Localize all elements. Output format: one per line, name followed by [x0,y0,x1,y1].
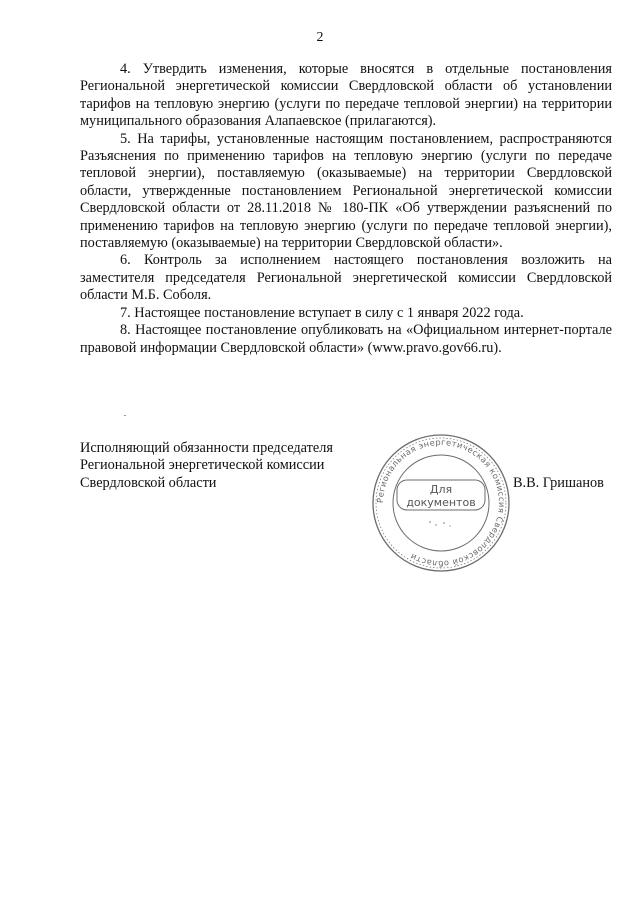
resolution-body [80,61,612,357]
signatory-position-line: Региональной энергетической комиссии [80,457,325,474]
paragraph-5: 5. На тарифы, установленные настоящим постановлением, распространяются Разъяснения по применению тарифов на тепловую энергию (услуги по передаче тепловой энергии), поставляемую (оказываемые) на территории Свердловской области, утвержденные постановлением Региональной энергетической комиссии Свердловской области от 28.11.2018 № 180-ПК «Об утверждении разъяснений по применению тарифов на тепловую энергию (услуги по передаче тепловой энергии), поставляемую (оказываемые) на территории Свердловской области». [80,130,612,252]
stamp-emblem-dots [429,521,450,526]
paragraph-8: 8. Настоящее постановление опубликовать на «Официальном интернет-портале правовой информации Свердловской области» (www.pravo.gov66.ru). [80,322,612,356]
paragraph-7: 7. Настоящее постановление вступает в силу с 1 января 2022 года. [120,304,524,321]
stamp-center-line-1: Для [429,483,453,496]
signatory-name: В.В. Гришанов [513,475,604,491]
paragraph-6: 6. Контроль за исполнением настоящего постановления возложить на заместителя председателя Региональной энергетической комиссии Свердловской области М.Б. Соболя. [80,252,612,304]
signatory-position-line: Исполняющий обязанности председателя [80,440,333,456]
page-number: 2 [316,30,324,45]
stamp-ring-textpath: Региональная энергетическая комиссия Свердловской области [374,436,508,570]
stamp-center-line-2: документов [406,496,476,509]
paragraph-4: 4. Утвердить изменения, которые вносятся в отдельные постановления Региональной энергетической комиссии Свердловской области об установлении тарифов на тепловую энергию (услуги по передаче тепловой энергии) на территории муниципального образования Алапаевское (прилагаются). [80,61,612,130]
official-stamp [370,432,512,574]
signatory-position-line: Свердловской области [80,474,217,491]
scan-speck [124,415,126,416]
signatory-position [80,440,370,492]
